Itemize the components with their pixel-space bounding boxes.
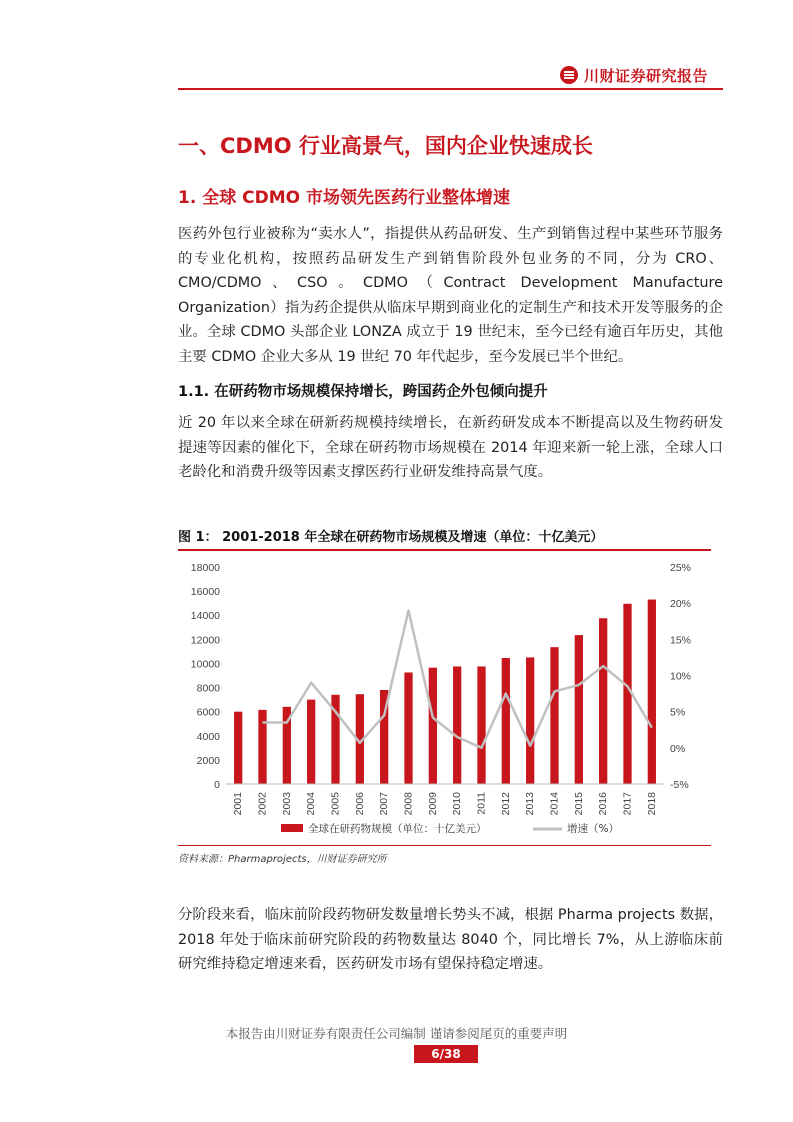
x-axis-tick-label: 2017 — [621, 792, 634, 816]
x-axis-tick-label: 2004 — [305, 792, 318, 816]
x-axis-tick-label: 2007 — [378, 792, 391, 816]
x-axis-tick-label: 2011 — [475, 792, 488, 815]
brand-name: 川财证券研究报告 — [584, 66, 709, 85]
bar-2014 — [550, 647, 558, 784]
x-axis-tick-label: 2014 — [548, 792, 561, 816]
left-axis-tick-label: 4000 — [196, 730, 220, 743]
section-heading-3: 1.1. 在研药物市场规模保持增长，跨国药企外包倾向提升 — [178, 384, 548, 400]
x-axis-tick-label: 2009 — [426, 792, 439, 816]
x-axis-tick-label: 2012 — [499, 792, 512, 816]
right-axis-tick-label: 15% — [670, 634, 692, 647]
left-axis-tick-label: 0 — [214, 779, 220, 791]
x-axis-tick-label: 2015 — [572, 792, 585, 816]
section-heading-1: 一、CDMO 行业高景气，国内企业快速成长 — [178, 134, 593, 158]
right-axis-tick-label: 10% — [670, 670, 692, 683]
report-brand — [560, 62, 720, 88]
x-axis-tick-label: 2005 — [329, 792, 342, 816]
left-axis-tick-label: 12000 — [190, 634, 220, 647]
right-axis-tick-label: 0% — [670, 742, 686, 755]
left-axis-tick-label: 14000 — [190, 610, 220, 623]
legend-bar-swatch — [281, 824, 303, 832]
bar-2001 — [234, 712, 242, 784]
x-axis-tick-label: 2010 — [451, 792, 464, 816]
bar-2018 — [648, 600, 656, 784]
rd-market-chart — [178, 552, 711, 844]
section-heading-2: 1. 全球 CDMO 市场领先医药行业整体增速 — [178, 188, 510, 208]
x-axis-tick-label: 2008 — [402, 792, 415, 816]
page-number: 6/38 — [414, 1045, 478, 1063]
x-axis-tick-label: 2013 — [524, 792, 537, 816]
bar-2017 — [623, 604, 631, 784]
legend-bar-label: 全球在研药物规模（单位：十亿美元） — [308, 823, 487, 835]
bar-2010 — [453, 666, 461, 784]
paragraph-preclinical: 分阶段来看，临床前阶段药物研发数量增长势头不减，根据 Pharma projects 数据，2018 年处于临床前研究阶段的药物数量达 8040 个，同比增长 7%，从上游临床前研究维持稳定增速来看，医药研发市场有望保持稳定增速。 — [178, 907, 723, 972]
x-axis-tick-label: 2003 — [280, 792, 293, 816]
right-axis-tick-label: -5% — [670, 779, 689, 791]
left-axis-tick-label: 10000 — [190, 658, 220, 671]
x-axis-tick-label: 2018 — [645, 792, 658, 816]
figure-title: 图 1： 2001-2018 年全球在研药物市场规模及增速（单位：十亿美元） — [178, 527, 711, 551]
bar-2016 — [599, 618, 607, 784]
left-axis-tick-label: 18000 — [190, 562, 220, 574]
bar-2002 — [258, 710, 266, 784]
x-axis-tick-label: 2002 — [256, 792, 269, 816]
company-logo-icon — [560, 66, 578, 84]
paragraph-intro: 医药外包行业被称为“卖水人”，指提供从药品研发、生产到销售过程中某些环节服务的专业化机构，按照药品研发生产到销售阶段外包业务的不同，分为 CRO、CMO/CDMO、CSO。CDMO（Contract Development Manufacture Organization）指为药企提供从临床早期到商业化的定制生产和技术开发等服务的企业。全球 CDMO 头部企业 LONZA 成立于 19 世纪末，至今已经有逾百年历史，其他主要 CDMO 企业大多从 19 世纪 70 年代起步，至今发展已半个世纪。 — [178, 226, 723, 365]
bar-2015 — [575, 635, 583, 784]
bar-2012 — [502, 658, 510, 784]
header-divider — [178, 88, 723, 90]
left-axis-tick-label: 16000 — [190, 586, 220, 599]
left-axis-tick-label: 6000 — [196, 706, 220, 719]
figure-bottom-divider — [178, 845, 711, 846]
paragraph-market: 近 20 年以来全球在研新药规模持续增长，在新药研发成本不断提高以及生物药研发提速等因素的催化下，全球在研药物市场规模在 2014 年迎来新一轮上涨，全球人口老龄化和消费升级等因素支撑医药行业研发维持高景气度。 — [178, 415, 723, 480]
bar-2013 — [526, 657, 534, 784]
right-axis-tick-label: 5% — [670, 706, 686, 719]
figure-source: 资料来源：Pharmaprojects，川财证券研究所 — [178, 854, 387, 865]
x-axis-tick-label: 2001 — [232, 792, 245, 816]
bar-2011 — [477, 666, 485, 784]
x-axis-tick-label: 2006 — [353, 792, 366, 816]
footer-disclaimer: 本报告由川财证券有限责任公司编制 谨请参阅尾页的重要声明 — [225, 1026, 568, 1041]
bar-2004 — [307, 700, 315, 784]
right-axis-tick-label: 25% — [670, 562, 692, 574]
left-axis-tick-label: 8000 — [196, 682, 220, 695]
left-axis-tick-label: 2000 — [196, 754, 220, 767]
x-axis-tick-label: 2016 — [597, 792, 610, 816]
legend-line-label: 增速（%） — [567, 823, 619, 835]
bar-2009 — [429, 668, 437, 784]
bar-2008 — [404, 672, 412, 784]
right-axis-tick-label: 20% — [670, 598, 692, 611]
